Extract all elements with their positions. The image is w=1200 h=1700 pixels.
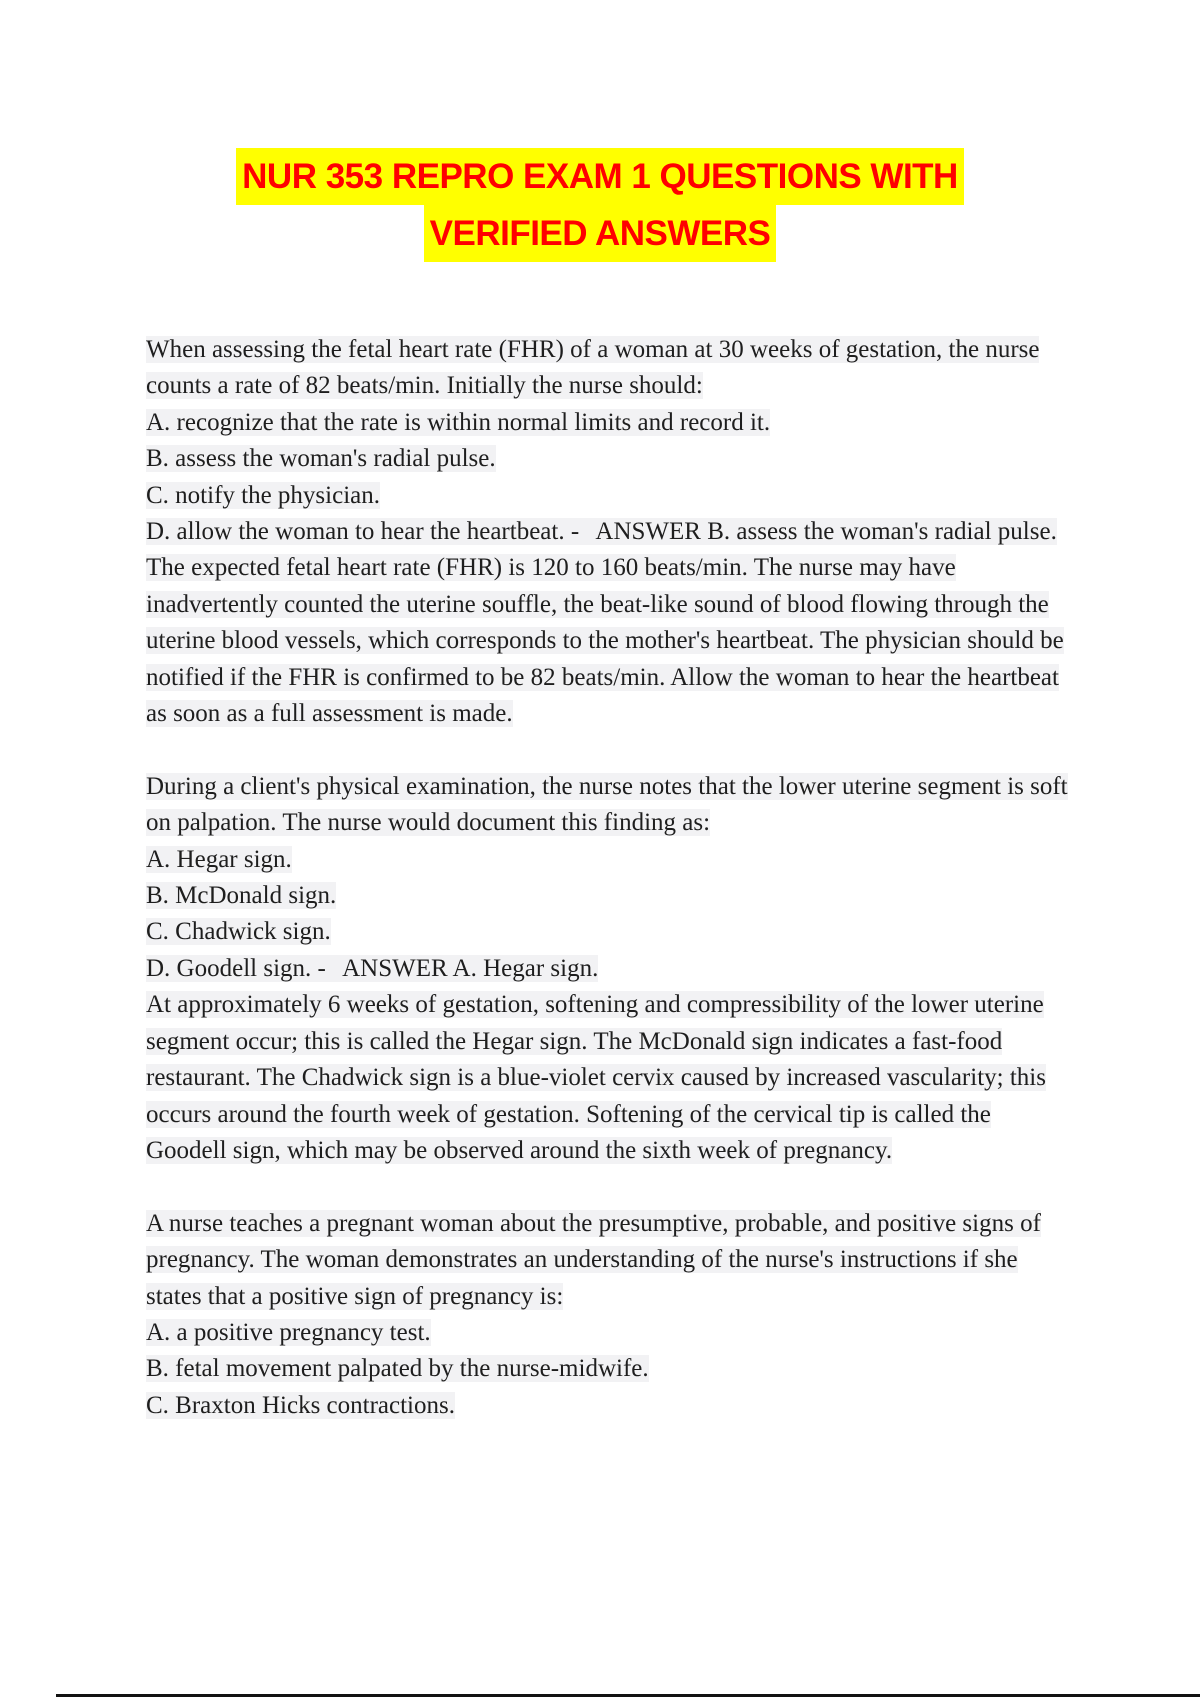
answer-option-d-with-answer [146,951,1076,987]
page-bottom-divider [56,1694,1200,1697]
answer-label: ANSWER [595,518,701,546]
answer-label: ANSWER [342,954,448,982]
answer-option-a: A. Hegar sign. [146,845,292,873]
question-block-2 [146,769,1076,1169]
question-stem: During a client's physical examination, the nurse notes that the lower uterine segment is soft on palpation. The nurse would document this finding as: [146,772,1068,837]
document-title [0,148,1200,262]
answer-option-b: B. fetal movement palpated by the nurse-midwife. [146,1355,649,1383]
question-stem: A nurse teaches a pregnant woman about the presumptive, probable, and positive signs of pregnancy. The woman demonstrates an understanding of the nurse's instructions if she states that a positive sign of pregnancy is: [146,1209,1041,1310]
title-line-1: NUR 353 REPRO EXAM 1 QUESTIONS WITH [236,148,964,205]
answer-option-c: C. Braxton Hicks contractions. [146,1391,455,1419]
answer-rationale: At approximately 6 weeks of gestation, softening and compressibility of the lower uterine segment occur; this is called the Hegar sign. The McDonald sign indicates a fast-food restaurant. The Chadwick sign is a blue-violet cervix caused by increased vascularity; this occurs around the fourth week of gestation. Softening of the cervical tip is called the Goodell sign, which may be observed around the sixth week of pregnancy. [146,991,1046,1164]
question-block-3 [146,1206,1076,1424]
title-line-2: VERIFIED ANSWERS [424,205,777,262]
answer-option-c: C. notify the physician. [146,481,380,509]
answer-option-b: B. assess the woman's radial pulse. [146,445,496,473]
question-stem: When assessing the fetal heart rate (FHR) of a woman at 30 weeks of gestation, the nurse counts a rate of 82 beats/min. Initially the nurse should: [146,336,1040,400]
answer-option-a: A. recognize that the rate is within normal limits and record it. [146,408,771,436]
question-block-1 [146,332,1076,732]
correct-answer: B. assess the woman's radial pulse. [707,518,1057,546]
answer-rationale: The expected fetal heart rate (FHR) is 120 to 160 beats/min. The nurse may have inadvertently counted the uterine souffle, the beat-like sound of blood flowing through the uterine blood vessels, which corresponds to the mother's heartbeat. The physician should be notified if the FHR is confirmed to be 82 beats/min. Allow the woman to hear the heartbeat as soon as a full assessment is made. [146,554,1064,728]
answer-option-d-with-answer [146,514,1076,550]
correct-answer: A. Hegar sign. [452,954,599,982]
answer-option-d: D. allow the woman to hear the heartbeat. - [146,518,580,546]
questions-list [146,332,1076,1461]
answer-option-a: A. a positive pregnancy test. [146,1318,431,1346]
answer-option-c: C. Chadwick sign. [146,918,331,946]
answer-option-d: D. Goodell sign. - [146,954,326,982]
answer-option-b: B. McDonald sign. [146,882,337,910]
